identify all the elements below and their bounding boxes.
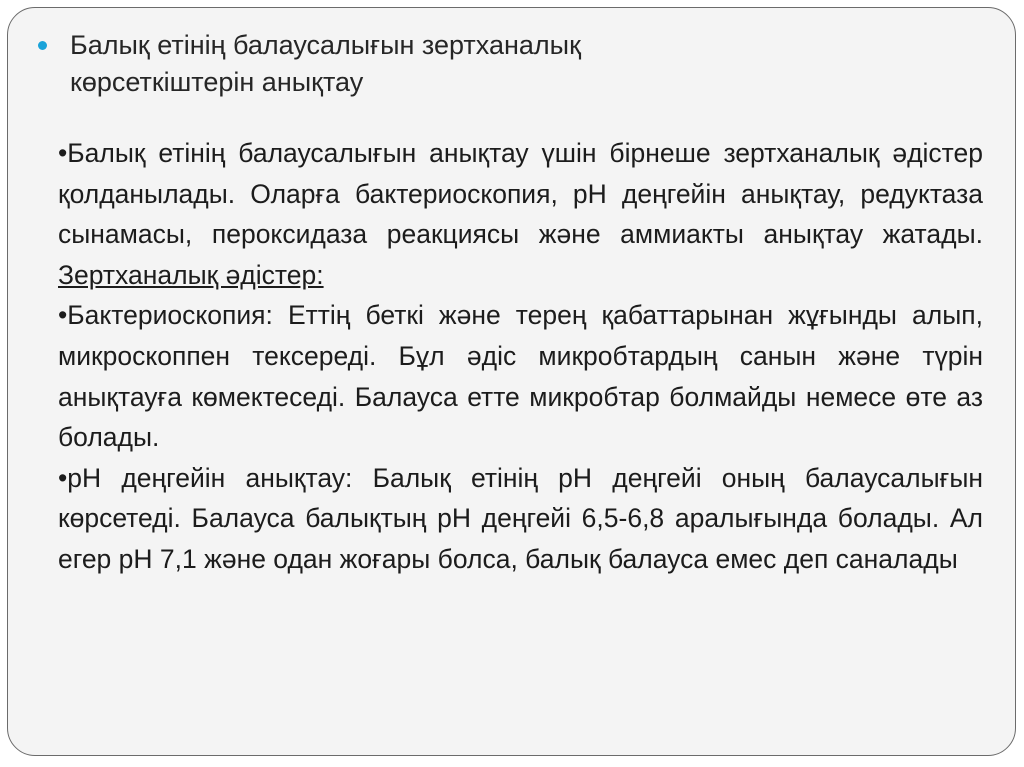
paragraph-intro-text: •Балық етінің балаусалығын анықтау үшін бірнеше зертханалық әдістер қолданылады. Оларға бактериоскопия, pH деңгейін анықтау, редуктаза сынамасы, пероксидаза реакциясы және аммиакты анықтау жатады. [58, 138, 983, 250]
paragraph-intro [58, 133, 983, 295]
methods-heading: Зертханалық әдістер: [58, 259, 324, 290]
slide-body [58, 133, 983, 580]
paragraph-bacterioscopy: •Бактериоскопия: Еттің беткі және терең қабаттарынан жұғынды алып, микроскоппен тексереді. Бұл әдіс микробтардың санын және түрін анықтауға көмектеседі. Балауса етте микробтар болмайды немесе өте аз болады. [58, 300, 983, 453]
title-bullet-icon [38, 41, 47, 50]
title-line-2: көрсеткіштерін анықтау [70, 67, 364, 97]
slide-frame [7, 7, 1016, 756]
paragraph-ph-level: •pH деңгейін анықтау: Балық етінің pH деңгейі оның балаусалығын көрсетеді. Балауса балықтың pH деңгейі 6,5-6,8 аралығында болады. Ал егер pH 7,1 және одан жоғары болса, балық балауса емес деп саналады [58, 462, 983, 574]
slide-title [70, 27, 970, 101]
title-line-1: Балық етінің балаусалығын зертханалық [70, 30, 581, 60]
